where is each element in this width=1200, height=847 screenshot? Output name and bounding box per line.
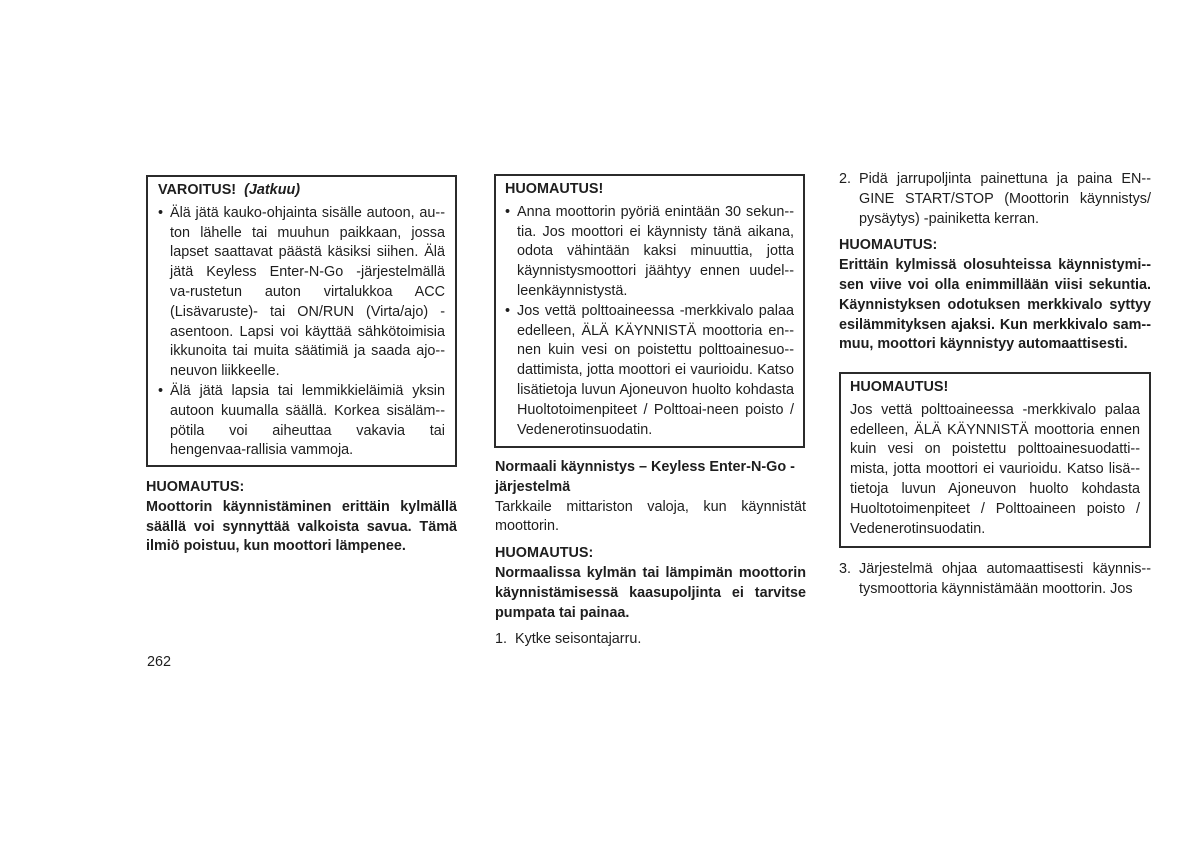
column-3-top [839, 170, 1151, 355]
section-normal-start [495, 458, 806, 650]
column-3-bottom [839, 560, 1151, 600]
section-text: Tarkkaile mittariston valoja, kun käynnistät moottorin. [495, 498, 806, 535]
warning-bullet-2: • Älä jätä lapsia tai lemmikkieläimiä yksin autoon kuumalla säällä. Korkea sisäläm-pötila voi aiheuttaa vakavia tai hengenvaa-rallisia vammoja. [158, 382, 445, 461]
notice-box-cranking [494, 174, 805, 448]
note-text: Erittäin kylmissä olosuhteissa käynnistymi-sen viive voi olla enimmillään viisi sekuntia. Käynnistyksen odotuksen merkkivalo syttyy esilämmityksen ajaksi. Kun merkkivalo sam-muu, moottori käynnistyy automaattisesti. [839, 257, 1151, 353]
step-number: 3. [839, 561, 852, 577]
notice-bullet-list [505, 203, 794, 441]
notice-box-water-in-fuel [839, 372, 1151, 548]
step-3 [839, 560, 1151, 600]
note-cold-start-smoke [146, 478, 457, 557]
notice-bullet-2: • Jos vettä polttoaineessa -merkkivalo palaa edelleen, ÄLÄ KÄYNNISTÄ moottoria en-nen kuin vesi on poistettu polttoainesuo-dattimista, jotta moottori ei vaurioidu. Katso lisätietoja luvun Ajoneuvon huolto kohdasta Huoltotoimenpiteet / Polttoai-neen poisto / Vedenerotinsuodatin. [505, 302, 794, 441]
warning-bullet-1: • Älä jätä kauko-ohjainta sisälle autoon, au-ton lähelle tai muuhun paikkaan, jossa lapset saattavat päästä käsiksi siihen. Älä jätä Keyless Enter-N-Go -järjestelmällä va-rustetun auton virtalukkoa ACC (Lisävaruste)- tai ON/RUN (Virta/ajo) -asentoon. Lapsi voi käyttää sähkötoimisia ikkunoita tai muita säätimiä ja saada ajo-neuvon liikkeelle. [158, 204, 445, 382]
warning-title-label: VAROITUS! [158, 182, 237, 198]
notice-title: HUOMAUTUS! [850, 379, 949, 395]
warning-bullet-list [158, 204, 445, 461]
step-2 [839, 170, 1151, 229]
note-heading: HUOMAUTUS: [146, 479, 245, 495]
notice-bullet-1: • Anna moottorin pyöriä enintään 30 sekun-tia. Jos moottori ei käynnisty tänä aikana, odota vähintään kaksi minuuttia, jotta käynnistysmoottori jäähtyy ennen uudel-leenkäynnistystä. [505, 203, 794, 302]
step-number: 1. [495, 631, 508, 648]
step-text: Järjestelmä ohjaa automaattisesti käynnis-tysmoottoria käynnistämään moottorin. Jos [859, 561, 1151, 597]
step-1 [495, 630, 806, 650]
step-text: Pidä jarrupoljinta painettuna ja paina EN-GINE START/STOP (Moottorin käynnistys/ pysäytys) -painiketta kerran. [859, 171, 1151, 227]
notice-text: Jos vettä polttoaineessa -merkkivalo palaa edelleen, ÄLÄ KÄYNNISTÄ moottoria ennen kuin vesi on poistettu polttoainesuodatti-mista, jotta moottori ei vaurioidu. Katso lisä-tietoja luvun Ajoneuvon huolto kohdasta Huoltotoimenpiteet / Polttoaineen poisto / Vedenerotinsuodatin. [850, 401, 1140, 537]
page-number: 262 [147, 654, 172, 670]
note-text: Moottorin käynnistäminen erittäin kylmällä säällä voi synnyttää valkoista savua. Tämä ilmiö poistuu, kun moottori lämpenee. [146, 498, 457, 555]
notice-title: HUOMAUTUS! [505, 181, 604, 197]
warning-title [158, 181, 445, 201]
note-heading: HUOMAUTUS: [839, 237, 938, 254]
step-number: 2. [839, 171, 852, 187]
section-heading: Normaali käynnistys – Keyless Enter-N-Go -järjestelmä [495, 459, 795, 495]
warning-box-continued [146, 175, 457, 467]
note-text: Normaalissa kylmän tai lämpimän moottorin käynnistämisessä kaasupoljinta ei tarvitse pumpata tai painaa. [495, 564, 806, 621]
warning-continued-label: (Jatkuu) [244, 182, 301, 198]
note-heading: HUOMAUTUS: [495, 545, 594, 562]
step-text: Kytke seisontajarru. [515, 631, 642, 648]
